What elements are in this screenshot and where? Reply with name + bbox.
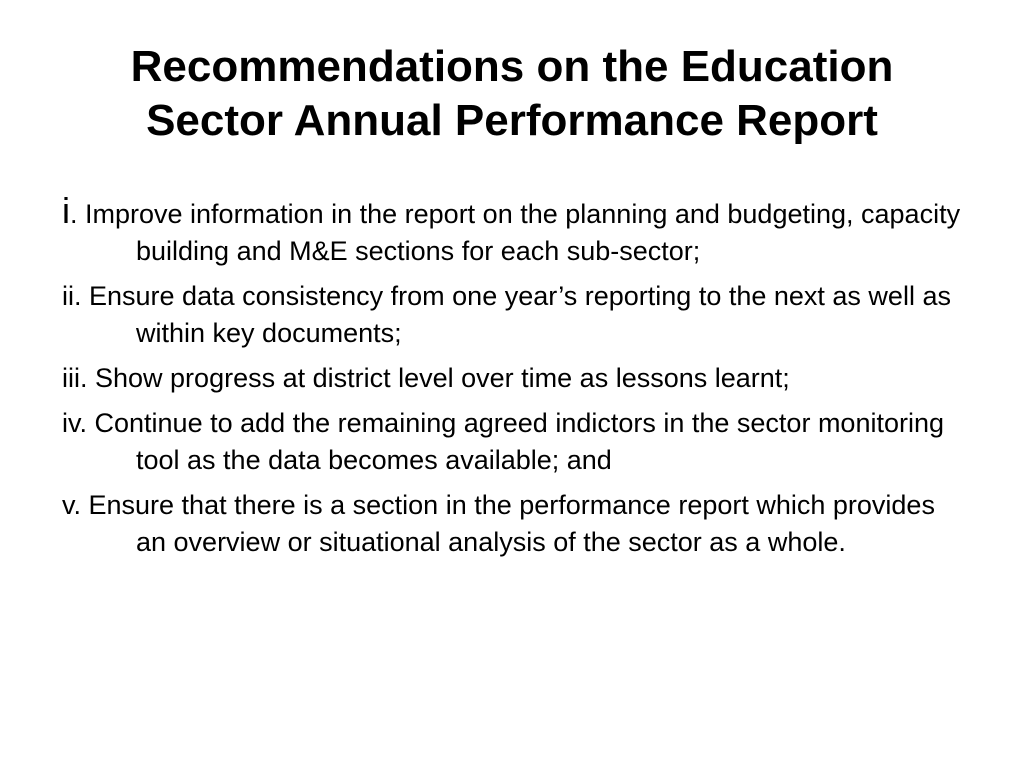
item-text: Show progress at district level over time as lessons learnt; (87, 363, 790, 393)
item-marker: iii. (62, 363, 88, 393)
item-marker: v. (62, 490, 81, 520)
item-text: Continue to add the remaining agreed indictors in the sector monitoring tool as the data becomes available; and (87, 408, 944, 475)
item-marker: ii. (62, 281, 82, 311)
item-text: Ensure that there is a section in the performance report which provides an overview or situational analysis of the sector as a whole. (81, 490, 935, 557)
recommendation-item-iii (62, 360, 962, 397)
item-text: Ensure data consistency from one year’s reporting to the next as well as within key documents; (81, 281, 951, 348)
recommendation-item-iv (62, 405, 962, 479)
slide-title-line-1: Recommendations on the Education (130, 42, 894, 91)
recommendations-list (62, 192, 962, 569)
recommendation-item-ii (62, 278, 962, 352)
item-text: . Improve information in the report on the planning and budgeting, capacity building and M&E sections for each sub-sector; (70, 199, 961, 266)
item-marker: i (62, 190, 70, 231)
slide-title (40, 40, 984, 148)
recommendation-item-i (62, 192, 962, 270)
item-marker: iv. (62, 408, 87, 438)
slide-title-line-2: Sector Annual Performance Report (146, 96, 878, 145)
recommendation-item-v (62, 487, 962, 561)
